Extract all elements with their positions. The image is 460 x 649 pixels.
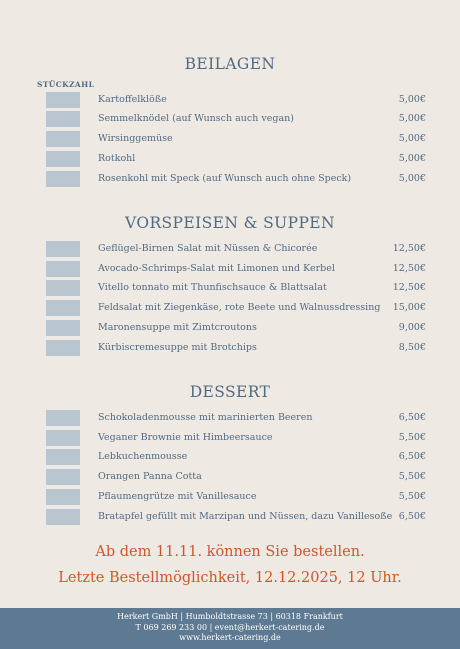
item-price: 6,50€ <box>398 451 426 462</box>
item-price: 5,00€ <box>398 173 426 184</box>
menu-item-row <box>0 410 460 428</box>
menu-item-row <box>0 131 460 149</box>
item-price: 5,00€ <box>398 133 426 144</box>
qty-input[interactable] <box>46 131 80 147</box>
item-name: Semmelknödel (auf Wunsch auch vegan) <box>98 113 294 124</box>
footer-contact: T 069 269 233 00 | event@herkert-catering.de <box>135 622 325 632</box>
qty-input[interactable] <box>46 151 80 167</box>
item-name: Rotkohl <box>98 153 136 164</box>
item-name: Veganer Brownie mit Himbeersauce <box>98 432 273 443</box>
item-name: Lebkuchenmousse <box>98 451 188 462</box>
qty-input[interactable] <box>46 449 80 465</box>
qty-input[interactable] <box>46 92 80 108</box>
item-price: 5,00€ <box>398 113 426 124</box>
menu-item-row <box>0 151 460 169</box>
item-price: 8,50€ <box>398 342 426 353</box>
item-price: 6,50€ <box>398 412 426 423</box>
menu-item-row <box>0 280 460 298</box>
menu-item-row <box>0 509 460 527</box>
qty-column-label: STÜCKZAHL <box>37 80 95 89</box>
item-price: 5,50€ <box>398 432 426 443</box>
item-name: Schokoladenmousse mit marinierten Beeren <box>98 412 313 423</box>
item-price: 5,50€ <box>398 471 426 482</box>
item-name: Kartoffelklöße <box>98 94 167 105</box>
menu-item-row <box>0 320 460 338</box>
footer-website: www.herkert-catering.de <box>179 633 281 642</box>
menu-item-row <box>0 430 460 448</box>
menu-item-row <box>0 340 460 358</box>
order-deadline-notice: Letzte Bestellmöglichkeit, 12.12.2025, 12 Uhr. <box>58 570 402 586</box>
item-name: Feldsalat mit Ziegenkäse, rote Beete und Walnussdressing <box>98 302 381 313</box>
item-name: Geflügel-Birnen Salat mit Nüssen & Chicorée <box>98 243 318 254</box>
item-name: Pflaumengrütze mit Vanillesauce <box>98 491 257 502</box>
section-title-beilagen: BEILAGEN <box>184 55 276 73</box>
qty-input[interactable] <box>46 410 80 426</box>
item-price: 9,00€ <box>398 322 426 333</box>
qty-input[interactable] <box>46 430 80 446</box>
footer-address: Herkert GmbH | Humboldtstrasse 73 | 60318 Frankfurt <box>117 612 343 621</box>
qty-input[interactable] <box>46 261 80 277</box>
qty-input[interactable] <box>46 340 80 356</box>
item-name: Bratapfel gefüllt mit Marzipan und Nüssen, dazu Vanillesoße <box>98 511 393 522</box>
qty-input[interactable] <box>46 489 80 505</box>
item-price: 5,50€ <box>398 491 426 502</box>
menu-item-row <box>0 489 460 507</box>
qty-input[interactable] <box>46 241 80 257</box>
item-price: 12,50€ <box>392 282 426 293</box>
qty-input[interactable] <box>46 280 80 296</box>
menu-item-row <box>0 261 460 279</box>
item-price: 6,50€ <box>398 511 426 522</box>
menu-item-row <box>0 241 460 259</box>
menu-item-row <box>0 111 460 129</box>
item-name: Vitello tonnato mit Thunfischsauce & Blattsalat <box>98 282 327 293</box>
menu-item-row <box>0 449 460 467</box>
menu-item-row <box>0 92 460 110</box>
qty-input[interactable] <box>46 300 80 316</box>
menu-item-row <box>0 171 460 189</box>
qty-input[interactable] <box>46 320 80 336</box>
item-price: 12,50€ <box>392 263 426 274</box>
qty-input[interactable] <box>46 111 80 127</box>
item-name: Wirsinggemüse <box>98 133 173 144</box>
footer <box>0 608 460 649</box>
item-price: 5,00€ <box>398 94 426 105</box>
order-start-notice: Ab dem 11.11. können Sie bestellen. <box>95 544 365 560</box>
section-title-dessert: DESSERT <box>189 383 271 401</box>
item-name: Avocado-Schrimps-Salat mit Limonen und Kerbel <box>98 263 335 274</box>
section-title-vorspeisen-suppen: VORSPEISEN & SUPPEN <box>125 214 335 232</box>
item-name: Kürbiscremesuppe mit Brotchips <box>98 342 257 353</box>
item-name: Rosenkohl mit Speck (auf Wunsch auch ohne Speck) <box>98 173 352 184</box>
menu-item-row <box>0 469 460 487</box>
qty-input[interactable] <box>46 509 80 525</box>
item-name: Maronensuppe mit Zimtcroutons <box>98 322 257 333</box>
qty-input[interactable] <box>46 171 80 187</box>
item-price: 5,00€ <box>398 153 426 164</box>
qty-input[interactable] <box>46 469 80 485</box>
item-price: 12,50€ <box>392 243 426 254</box>
menu-item-row <box>0 300 460 318</box>
item-price: 15,00€ <box>392 302 426 313</box>
item-name: Orangen Panna Cotta <box>98 471 202 482</box>
